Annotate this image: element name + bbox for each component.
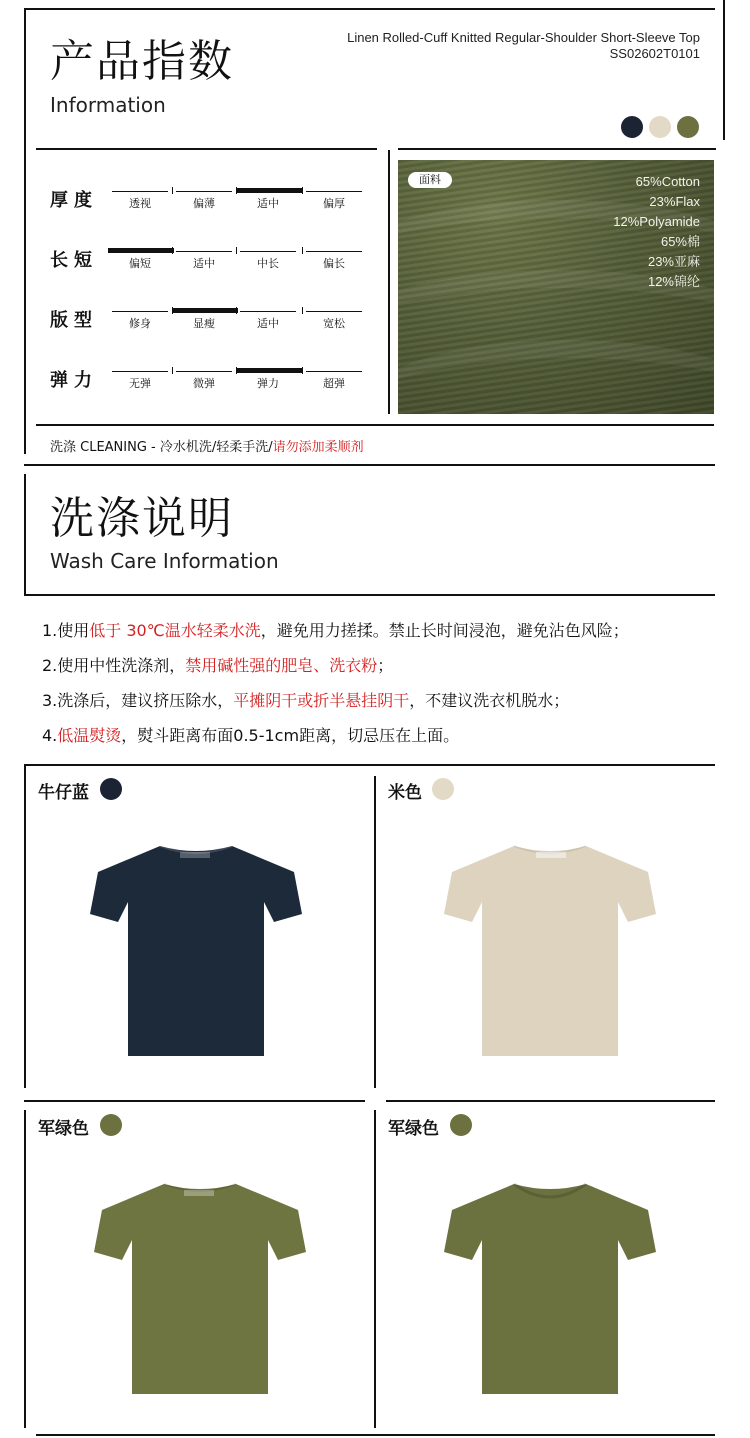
color-chip-olive-2[interactable] xyxy=(450,1114,472,1136)
attribute-option: 中长 xyxy=(257,257,279,270)
tshirt-navy-image xyxy=(88,842,304,1060)
attribute-scale-segment xyxy=(306,191,362,192)
tshirt-beige-image xyxy=(442,842,658,1060)
attribute-scale-segment xyxy=(176,191,232,192)
divider-clean-top xyxy=(36,424,714,426)
scale-tick xyxy=(236,367,237,374)
scale-tick xyxy=(302,307,303,314)
grid-row-divider-left xyxy=(24,1100,365,1102)
tshirt-olive-back-image xyxy=(442,1180,658,1398)
scale-tick xyxy=(302,247,303,254)
cleaning-text: 洗涤 CLEANING - 冷水机洗/轻柔手洗/ xyxy=(50,440,273,455)
attribute-scale-segment xyxy=(112,191,168,192)
attribute-scale-segment xyxy=(108,248,174,253)
top-border xyxy=(24,8,715,10)
scale-tick xyxy=(172,187,173,194)
attribute-scale-segment xyxy=(236,188,302,193)
attribute-scale-segment xyxy=(236,368,302,373)
wash-item: 4.低温熨烫，熨斗距离布面0.5-1cm距离，切忌压在上面。 xyxy=(42,726,460,745)
grid-left-border-2 xyxy=(24,1110,26,1428)
fabric-line: 12%Polyamide xyxy=(613,214,700,229)
attribute-scale-segment xyxy=(172,308,238,313)
attribute-option: 超弹 xyxy=(323,377,345,390)
attribute-label: 长短 xyxy=(50,250,98,271)
color-name-olive: 军绿色 xyxy=(38,1119,89,1139)
cleaning-warning: 请勿添加柔顺剂 xyxy=(272,440,364,455)
grid-row-divider-right xyxy=(386,1100,715,1102)
scale-tick xyxy=(236,187,237,194)
scale-tick xyxy=(172,247,173,254)
attribute-scale-segment xyxy=(240,251,296,252)
wash-subtitle: Wash Care Information xyxy=(50,549,279,573)
color-name-beige: 米色 xyxy=(388,783,422,803)
scale-tick xyxy=(236,247,237,254)
attribute-scale-segment xyxy=(112,311,168,312)
tshirt-olive-front-image xyxy=(92,1180,308,1398)
color-name-navy: 牛仔蓝 xyxy=(38,783,89,803)
scale-tick xyxy=(172,307,173,314)
attribute-label: 弹力 xyxy=(50,370,98,391)
left-border xyxy=(24,8,26,454)
product-code: SS02602T0101 xyxy=(609,46,700,61)
product-name: Linen Rolled-Cuff Knitted Regular-Shoulder Short-Sleeve Top xyxy=(347,30,700,45)
attribute-option: 偏薄 xyxy=(193,197,215,210)
attribute-label: 版型 xyxy=(50,310,98,331)
attribute-option: 透视 xyxy=(129,197,151,210)
color-dot-olive xyxy=(677,116,699,138)
divider-left xyxy=(36,148,377,150)
color-chip-olive[interactable] xyxy=(100,1114,122,1136)
color-chip-beige[interactable] xyxy=(432,778,454,800)
divider-wash-bottom xyxy=(24,764,715,766)
wash-item: 1.使用低于 30℃温水轻柔水洗，避免用力搓揉。禁止长时间浸泡，避免沾色风险； xyxy=(42,621,629,640)
wash-item: 3.洗涤后，建议挤压除水，平摊阴干或折半悬挂阴干，不建议洗衣机脱水； xyxy=(42,691,570,710)
attribute-option: 适中 xyxy=(193,257,215,270)
attribute-scale-segment xyxy=(306,371,362,372)
attribute-option: 微弹 xyxy=(193,377,215,390)
attribute-option: 适中 xyxy=(257,317,279,330)
cleaning-note xyxy=(50,436,364,455)
fabric-line: 23%Flax xyxy=(649,194,700,209)
divider-right xyxy=(398,148,716,150)
attribute-option: 偏长 xyxy=(323,257,345,270)
fabric-composition xyxy=(613,172,700,292)
attribute-option: 偏短 xyxy=(129,257,151,270)
attribute-option: 无弹 xyxy=(129,377,151,390)
wash-item: 2.使用中性洗涤剂，禁用碱性强的肥皂、洗衣粉； xyxy=(42,656,394,675)
color-name-olive-2: 军绿色 xyxy=(388,1119,439,1139)
wash-title: 洗涤说明 xyxy=(50,493,234,544)
left-border-wash xyxy=(24,474,26,594)
grid-left-border-1 xyxy=(24,766,26,1088)
attribute-label: 厚度 xyxy=(50,190,98,211)
divider-section1-bottom xyxy=(24,464,715,466)
attribute-option: 适中 xyxy=(257,197,279,210)
scale-tick xyxy=(236,307,237,314)
attribute-option: 宽松 xyxy=(323,317,345,330)
scale-tick xyxy=(172,367,173,374)
scale-tick xyxy=(302,187,303,194)
attribute-scale-segment xyxy=(306,251,362,252)
fabric-swatch-image xyxy=(398,160,714,414)
fabric-line: 65%棉 xyxy=(660,234,700,249)
fabric-line: 65%Cotton xyxy=(635,174,700,189)
attribute-option: 修身 xyxy=(129,317,151,330)
divider-wash-top xyxy=(24,594,715,596)
attribute-option: 偏厚 xyxy=(323,197,345,210)
scale-tick xyxy=(302,367,303,374)
page-title: 产品指数 xyxy=(50,36,234,87)
grid-center-divider-2 xyxy=(374,1110,376,1428)
color-dot-navy xyxy=(621,116,643,138)
fabric-line: 12%锦纶 xyxy=(647,274,700,289)
attribute-option: 显瘦 xyxy=(193,317,215,330)
attribute-scale-segment xyxy=(176,371,232,372)
right-border-top xyxy=(723,0,725,140)
color-dot-beige xyxy=(649,116,671,138)
fabric-line: 23%亚麻 xyxy=(647,254,700,269)
grid-center-divider-1 xyxy=(374,776,376,1088)
page-subtitle: Information xyxy=(50,93,166,117)
attribute-scale-segment xyxy=(240,311,296,312)
fabric-badge: 面料 xyxy=(408,172,452,188)
attribute-option: 弹力 xyxy=(257,377,279,390)
attribute-scale-segment xyxy=(176,251,232,252)
color-chip-navy[interactable] xyxy=(100,778,122,800)
bottom-border xyxy=(36,1434,715,1436)
vertical-divider xyxy=(388,150,390,414)
product-info xyxy=(347,30,700,62)
attribute-scale-segment xyxy=(112,371,168,372)
attribute-scale-segment xyxy=(306,311,362,312)
